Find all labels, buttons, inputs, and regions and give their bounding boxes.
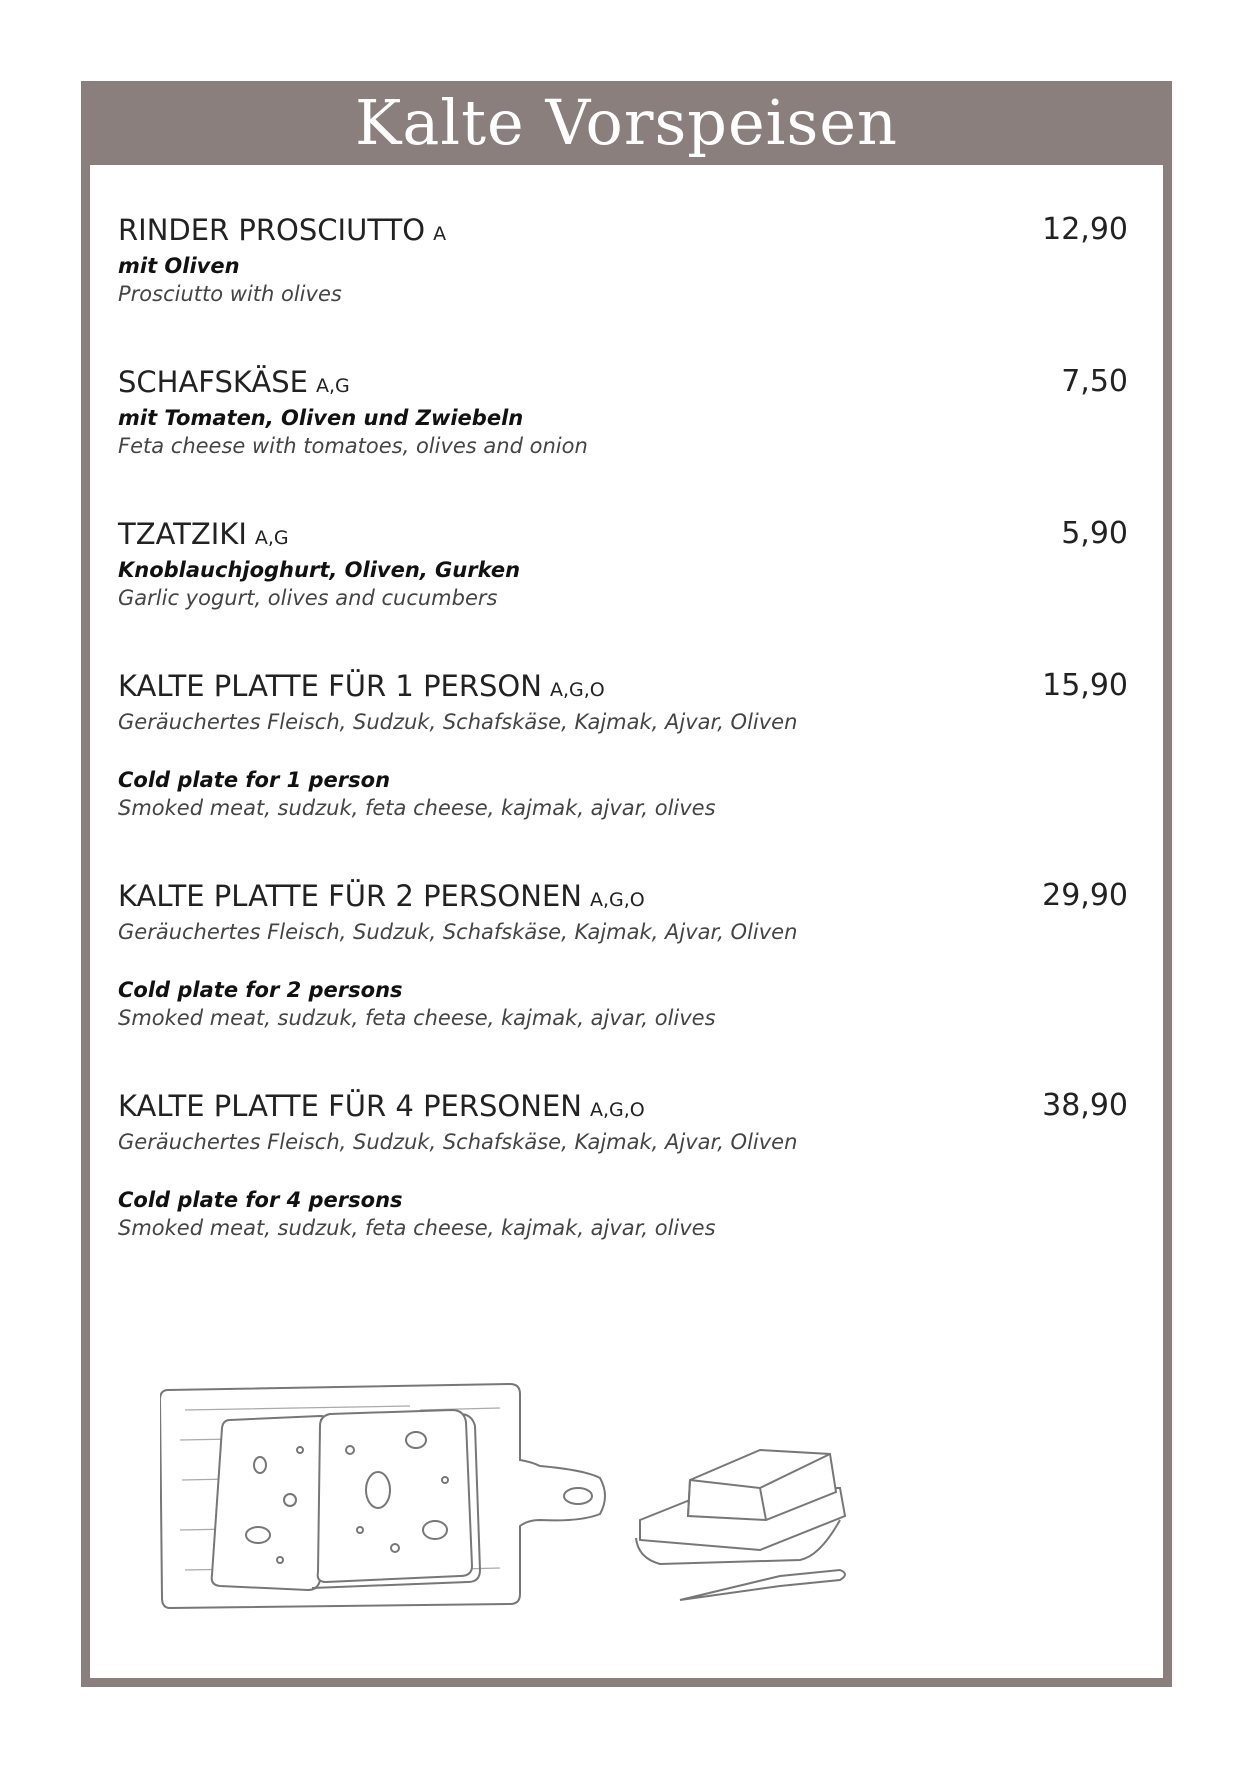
item-price: 15,90 — [1042, 668, 1128, 703]
butter-dish-icon — [636, 1450, 845, 1600]
item-title-en: Cold plate for 1 person — [118, 768, 391, 792]
item-description-de: Geräuchertes Fleisch, Sudzuk, Schafskäse, Kajmak, Ajvar, Oliven — [118, 1130, 798, 1154]
menu-item — [118, 668, 1128, 822]
item-description-de: mit Tomaten, Oliven und Zwiebeln — [118, 406, 524, 430]
item-description-de: mit Oliven — [118, 254, 240, 278]
page-title: Kalte Vorspeisen — [355, 86, 898, 159]
item-name-line — [118, 668, 1128, 708]
item-allergens: A,G — [254, 527, 289, 549]
item-allergens: A,G,O — [589, 889, 645, 911]
menu-item — [118, 516, 1128, 612]
item-name: KALTE PLATTE FÜR 2 PERSONEN — [118, 879, 582, 913]
item-description-de: Geräuchertes Fleisch, Sudzuk, Schafskäse, Kajmak, Ajvar, Oliven — [118, 710, 798, 734]
menu-item — [118, 364, 1128, 460]
item-name-line — [118, 364, 1128, 404]
menu-item — [118, 1088, 1128, 1242]
item-description-en: Garlic yogurt, olives and cucumbers — [118, 586, 498, 610]
item-name: RINDER PROSCIUTTO — [118, 213, 426, 247]
item-name: SCHAFSKÄSE — [118, 365, 308, 399]
menu-item — [118, 212, 1128, 308]
item-price: 29,90 — [1042, 878, 1128, 913]
title-bar — [81, 81, 1172, 165]
cheese-board-icon — [160, 1384, 605, 1608]
item-description-en: Smoked meat, sudzuk, feta cheese, kajmak, ajvar, olives — [118, 1006, 716, 1030]
item-price: 5,90 — [1061, 516, 1128, 551]
item-name: KALTE PLATTE FÜR 4 PERSONEN — [118, 1089, 582, 1123]
item-description-en: Feta cheese with tomatoes, olives and onion — [118, 434, 588, 458]
item-description-en: Smoked meat, sudzuk, feta cheese, kajmak, ajvar, olives — [118, 796, 716, 820]
item-price: 38,90 — [1042, 1088, 1128, 1123]
menu-item — [118, 878, 1128, 1032]
item-description-de: Knoblauchjoghurt, Oliven, Gurken — [118, 558, 521, 582]
item-description-de: Geräuchertes Fleisch, Sudzuk, Schafskäse, Kajmak, Ajvar, Oliven — [118, 920, 798, 944]
item-name-line — [118, 878, 1128, 918]
item-name-line — [118, 516, 1128, 556]
item-allergens: A,G,O — [589, 1099, 645, 1121]
food-illustration — [160, 1370, 880, 1630]
item-title-en: Cold plate for 2 persons — [118, 978, 403, 1002]
item-name: TZATZIKI — [118, 517, 247, 551]
spacer — [118, 946, 1128, 976]
item-name-line — [118, 1088, 1128, 1128]
item-price: 7,50 — [1061, 364, 1128, 399]
item-allergens: A — [433, 223, 447, 245]
item-price: 12,90 — [1042, 212, 1128, 247]
item-name-line — [118, 212, 1128, 252]
item-title-en: Cold plate for 4 persons — [118, 1188, 403, 1212]
item-description-en: Smoked meat, sudzuk, feta cheese, kajmak, ajvar, olives — [118, 1216, 716, 1240]
item-description-en: Prosciutto with olives — [118, 282, 342, 306]
spacer — [118, 1156, 1128, 1186]
item-allergens: A,G — [315, 375, 350, 397]
spacer — [118, 736, 1128, 766]
item-name: KALTE PLATTE FÜR 1 PERSON — [118, 669, 542, 703]
item-allergens: A,G,O — [549, 679, 605, 701]
